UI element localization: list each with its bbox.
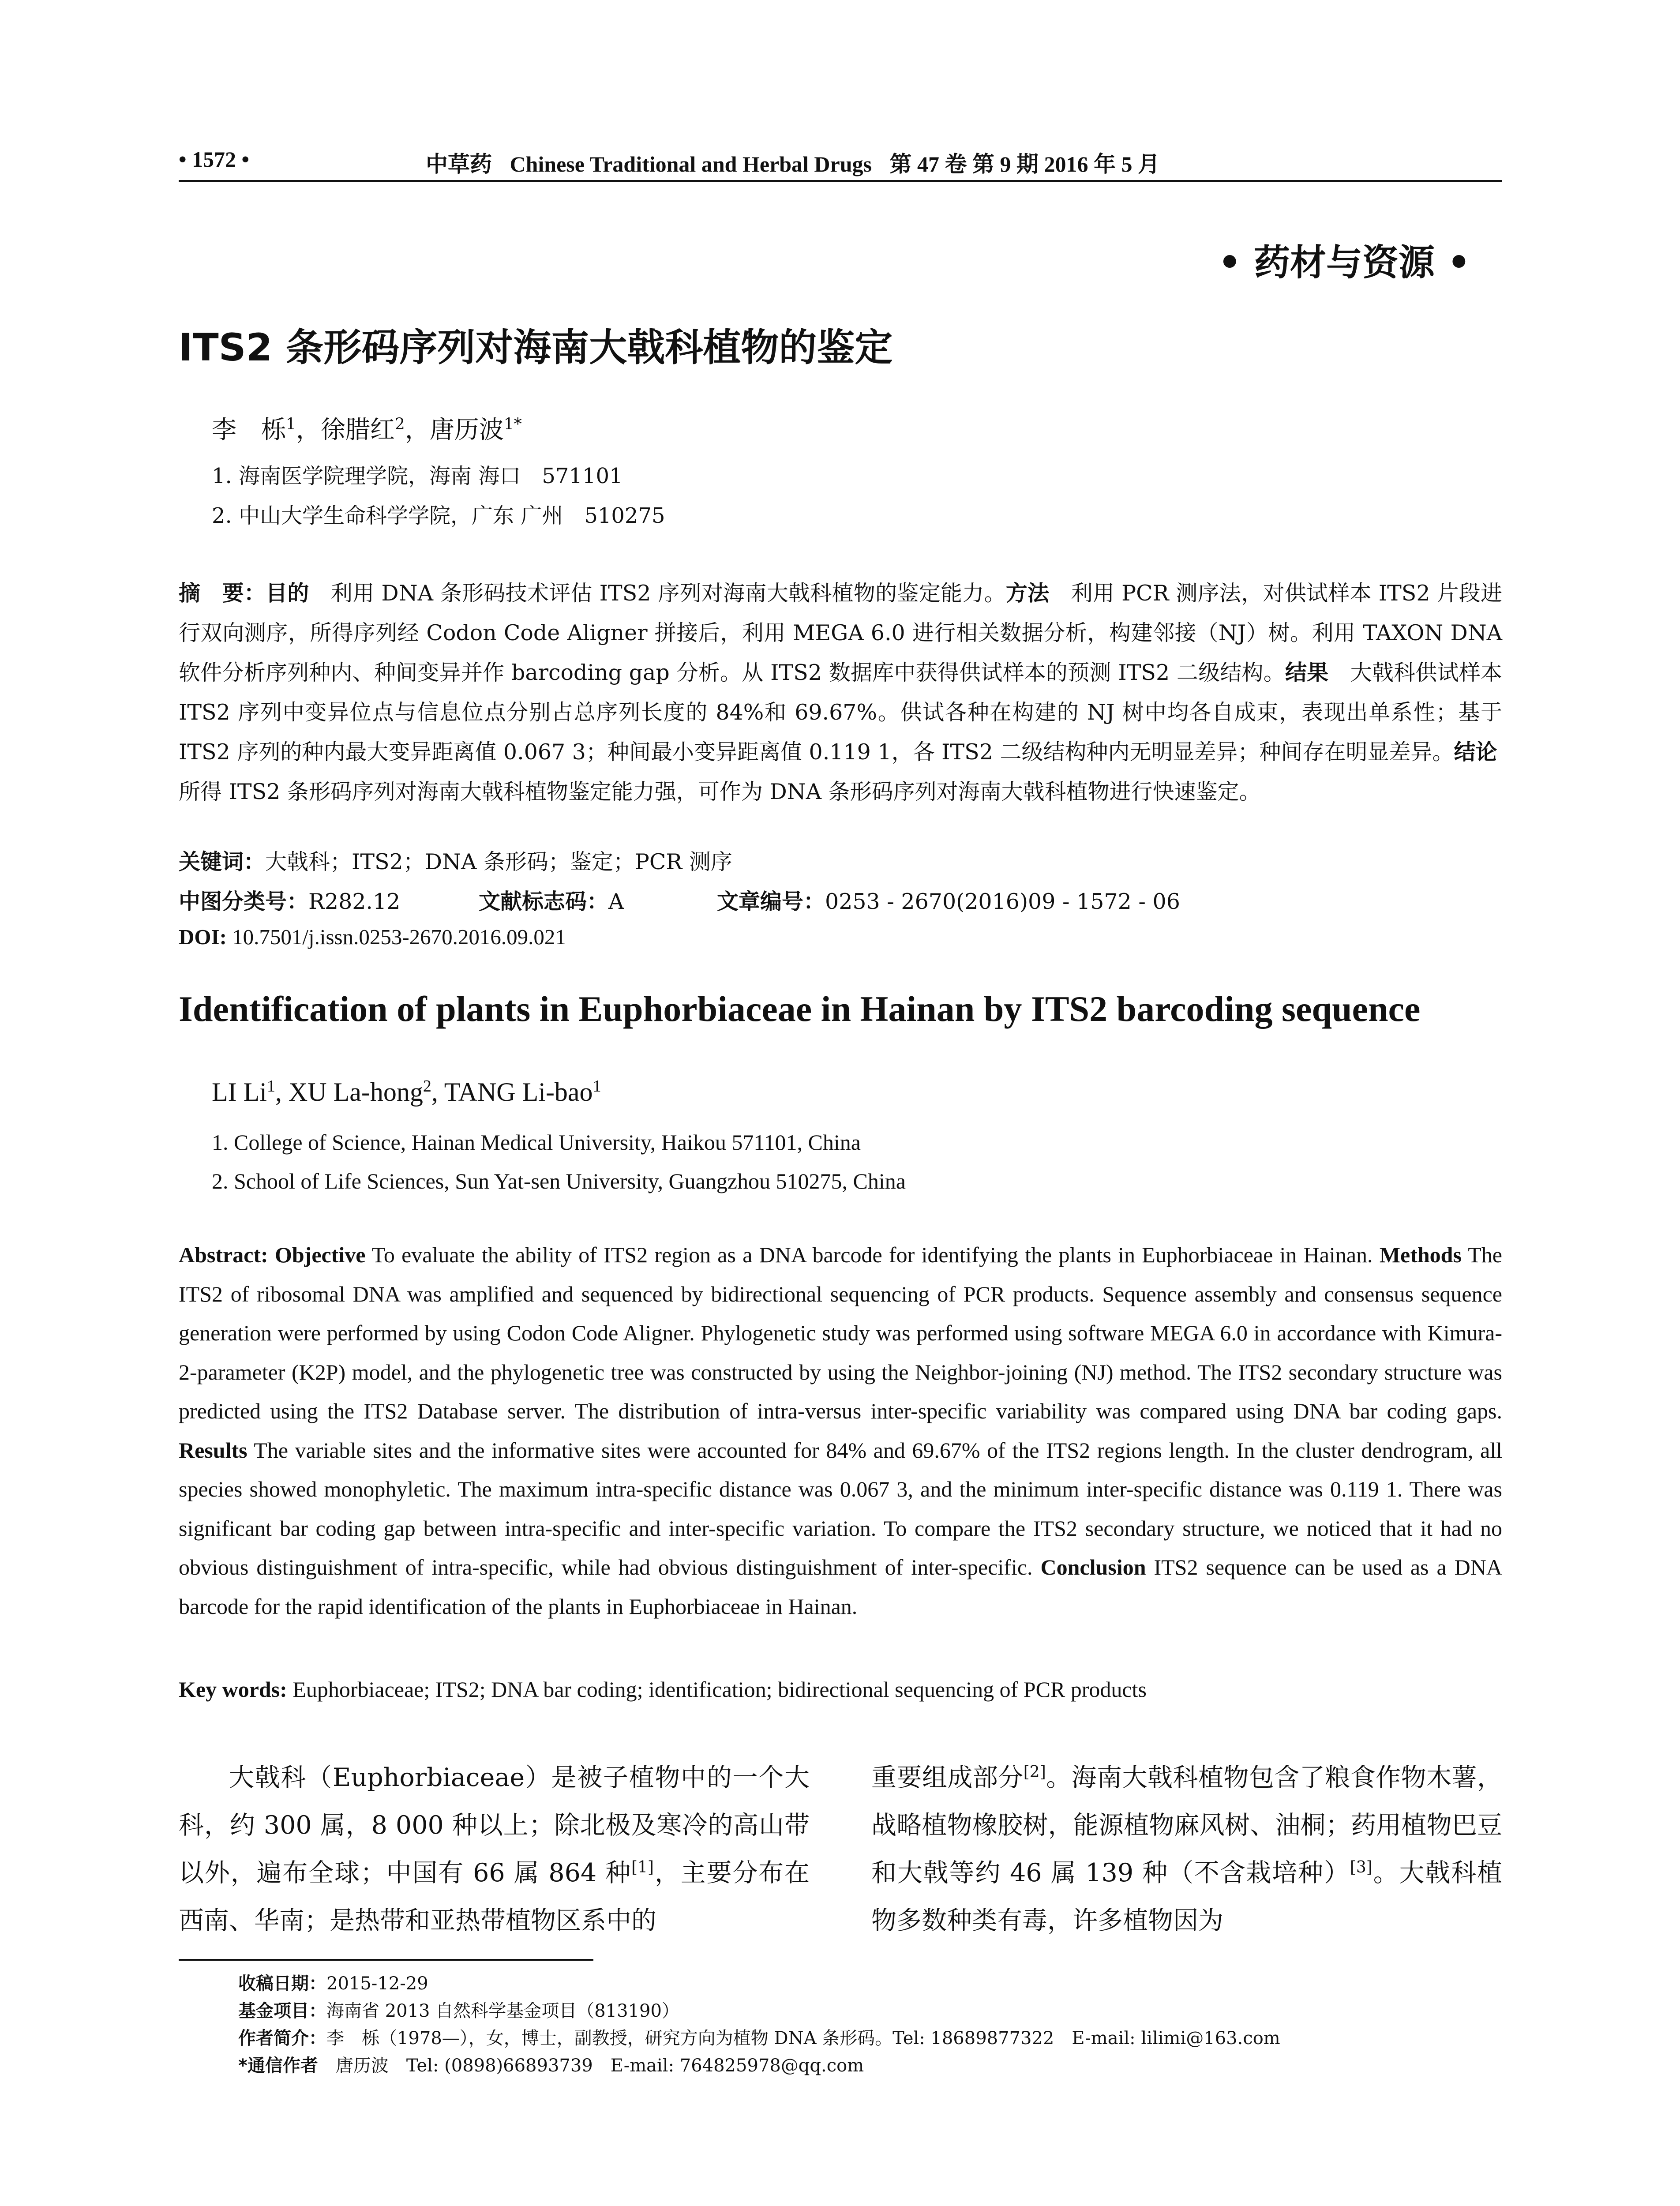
abstract-cn	[179, 574, 1519, 812]
abstract-cn-results: 大戟科供试样本 ITS2 序列中变异位点与信息位点分别占总序列长度的 84%和 69.67%。供试各种在构建的 NJ 树中均各自成束，表现出单系性；基于 ITS2 序列的种内最大变异距离值 0.067 3；种间最小变异距离值 0.119 1，各 ITS2 二级结构种内无明显差异；种间存在明显差异。	[179, 660, 1502, 765]
footnote-divider	[179, 1959, 593, 1961]
footnote-corresponding	[238, 2052, 1518, 2079]
doc-code-value: A	[608, 889, 624, 914]
running-header	[179, 140, 1502, 182]
abstract-en-methods-label: Methods	[1379, 1242, 1462, 1267]
abstract-en-results: The variable sites and the informative sites were accounted for 84% and 69.67% of the ITS2 regions length. In the cluster dendrogram, all species showed monophyletic. The maximum intra-specific distance was 0.067 3, and the minimum inter-specific distance was 0.119 1. There was significant bar coding gap between intra-specific and inter-specific variation. To compare the ITS2 secondary structure, we noticed that it had no obvious distinguishment of intra-specific, while had obvious distinguishment of inter-specific.	[179, 1437, 1502, 1579]
affiliation-en-2: 2. School of Life Sciences, Sun Yat-sen University, Guangzhou 510275, China	[212, 1169, 906, 1193]
affiliation-en-1: 1. College of Science, Hainan Medical University, Haikou 571101, China	[212, 1130, 861, 1155]
corresponding-label: *通信作者	[238, 2056, 318, 2076]
journal-info	[426, 146, 1172, 178]
footnote-author	[238, 2025, 1518, 2052]
body-right-text-3: 。大戟科植物多数种类有毒，许多植物因为	[871, 1858, 1502, 1935]
authors-en	[212, 1077, 601, 1107]
author-en-3-affil: 1	[592, 1077, 601, 1095]
clc-label: 中图分类号：	[179, 889, 309, 914]
author-cn-3: ，唐历波	[405, 416, 504, 444]
issue-info: 第 47 卷 第 9 期 2016 年 5 月	[889, 152, 1160, 176]
abstract-en-results-label: Results	[179, 1437, 248, 1463]
keywords-en-label: Key words:	[179, 1677, 287, 1702]
author-en-1-affil: 1	[266, 1077, 275, 1095]
keywords-en	[179, 1677, 1502, 1702]
abstract-cn-methods: 利用 PCR 测序法，对供试样本 ITS2 片段进行双向测序，所得序列经 Codon Code Aligner 拼接后，利用 MEGA 6.0 进行相关数据分析，构建邻接（NJ）树。利用 TAXON DNA 软件分析序列种内、种间变异并作 barcoding gap 分析。从 ITS2 数据库中获得供试样本的预测 ITS2 二级结构。	[179, 581, 1502, 685]
abstract-en-methods: The ITS2 of ribosomal DNA was amplified and sequenced by bidirectional sequencing of PCR products. Sequence assembly and consensus sequence generation were performed by using Codon Code Aligner. Phylogenetic study was performed using software MEGA 6.0 in accordance with Kimura-2-parameter (K2P) model, and the phylogenetic tree was constructed by using the Neighbor-joining (NJ) method. The ITS2 secondary structure was predicted using the ITS2 Database server. The distribution of intra-versus inter-specific variability was compared using DNA bar coding gaps.	[179, 1242, 1502, 1423]
title-cn: ITS2 条形码序列对海南大戟科植物的鉴定	[179, 326, 893, 370]
body-right-text-2: 。海南大戟科植物包含了粮食作物木薯，战略植物橡胶树，能源植物麻风树、油桐；药用植物巴豆和大戟等约 46 属 139 种（不含栽培种）	[871, 1763, 1502, 1887]
title-en: Identification of plants in Euphorbiaceae in Hainan by ITS2 barcoding sequence	[179, 989, 1421, 1029]
received-value: 2015-12-29	[326, 1973, 428, 1994]
classification-line	[179, 885, 1180, 915]
author-cn-1-affil: 1	[286, 415, 296, 434]
keywords-en-value: Euphorbiaceae; ITS2; DNA bar coding; identification; bidirectional sequencing of PCR products	[287, 1677, 1147, 1702]
abstract-en-label: Abstract:	[179, 1242, 268, 1267]
keywords-cn-label: 关键词：	[179, 849, 266, 874]
fund-label: 基金项目：	[238, 2001, 326, 2021]
fund-value: 海南省 2013 自然科学基金项目（813190）	[326, 2001, 679, 2021]
footnote-fund	[238, 1997, 1518, 2025]
author-cn-1: 李 栎	[212, 416, 286, 444]
doi-value: 10.7501/j.issn.0253-2670.2016.09.021	[232, 925, 566, 949]
keywords-cn	[179, 845, 732, 876]
body-right-text-1: 重要组成部分	[871, 1763, 1024, 1792]
article-number-value: 0253 - 2670(2016)09 - 1572 - 06	[825, 889, 1180, 914]
received-label: 收稿日期：	[238, 1973, 326, 1994]
author-cn-3-affil: 1*	[503, 415, 522, 434]
footnotes	[238, 1970, 1518, 2079]
doi-label: DOI:	[179, 925, 227, 949]
abstract-cn-label: 摘 要：	[179, 581, 266, 606]
corresponding-value: 唐历波 Tel: (0898)66893739 E-mail: 764825978@qq.com	[318, 2056, 864, 2076]
authors-cn	[212, 410, 522, 446]
abstract-cn-objective: 利用 DNA 条形码技术评估 ITS2 序列对海南大戟科植物的鉴定能力。	[309, 581, 1006, 606]
body-left-text-1: 大戟科（Euphorbiaceae）是被子植物中的一个大科，约 300 属，8 000 种以上；除北极及寒冷的高山带以外，遍布全球；中国有 66 属 864 种	[179, 1763, 810, 1887]
abstract-en-objective-label: Objective	[274, 1242, 366, 1267]
citation-3: [3]	[1350, 1858, 1372, 1876]
abstract-cn-objective-label: 目的	[266, 581, 309, 606]
affiliation-cn-1: 1. 海南医学院理学院，海南 海口 571101	[212, 464, 623, 488]
author-cn-2: ，徐腊红	[296, 416, 395, 444]
author-en-2: , XU La-hong	[275, 1077, 423, 1107]
author-en-3: , TANG Li-bao	[431, 1077, 593, 1107]
citation-1: [1]	[631, 1858, 654, 1876]
abstract-en-conclusion: ITS2 sequence can be used as a DNA barcode for the rapid identification of the plants in Euphorbiaceae in Hainan.	[179, 1555, 1502, 1619]
author-bio-value: 李 栎（1978—），女，博士，副教授，研究方向为植物 DNA 条形码。Tel: 18689877322 E-mail: lilimi@163.com	[326, 2028, 1280, 2048]
doi-line	[179, 924, 566, 949]
doc-code-label: 文献标志码：	[479, 889, 609, 914]
section-tag: • 药材与资源 •	[1218, 241, 1470, 284]
author-en-2-affil: 2	[423, 1077, 431, 1095]
abstract-cn-results-label: 结果	[1285, 660, 1329, 685]
journal-name-cn: 中草药	[426, 152, 492, 176]
author-bio-label: 作者简介：	[238, 2028, 326, 2048]
journal-name-en: Chinese Traditional and Herbal Drugs	[510, 152, 872, 176]
abstract-cn-conclusion: 所得 ITS2 条形码序列对海南大戟科植物鉴定能力强，可作为 DNA 条形码序列对海南大戟科植物进行快速鉴定。	[179, 739, 1519, 804]
body-column-right	[871, 1754, 1502, 1944]
abstract-en	[179, 1235, 1502, 1626]
author-cn-2-affil: 2	[394, 415, 405, 434]
citation-2: [2]	[1023, 1763, 1046, 1781]
footnote-received	[238, 1970, 1518, 1997]
article-number-label: 文章编号：	[717, 889, 825, 914]
abstract-en-conclusion-label: Conclusion	[1040, 1555, 1146, 1579]
clc-value: R282.12	[308, 889, 401, 914]
page-number: • 1572 •	[179, 147, 250, 172]
affiliation-cn-2: 2. 中山大学生命科学学院，广东 广州 510275	[212, 503, 665, 528]
abstract-en-objective: To evaluate the ability of ITS2 region as a DNA barcode for identifying the plants in Euphorbiaceae in Hainan.	[365, 1242, 1380, 1267]
abstract-cn-methods-label: 方法	[1005, 581, 1050, 606]
body-left-text-2: ，主要分布在西南、华南；是热带和亚热带植物区系中的	[179, 1858, 810, 1935]
keywords-cn-value: 大戟科；ITS2；DNA 条形码；鉴定；PCR 测序	[265, 849, 732, 874]
author-en-1: LI Li	[212, 1077, 267, 1107]
abstract-cn-conclusion-label: 结论	[1454, 739, 1497, 765]
body-column-left	[179, 1754, 810, 1944]
